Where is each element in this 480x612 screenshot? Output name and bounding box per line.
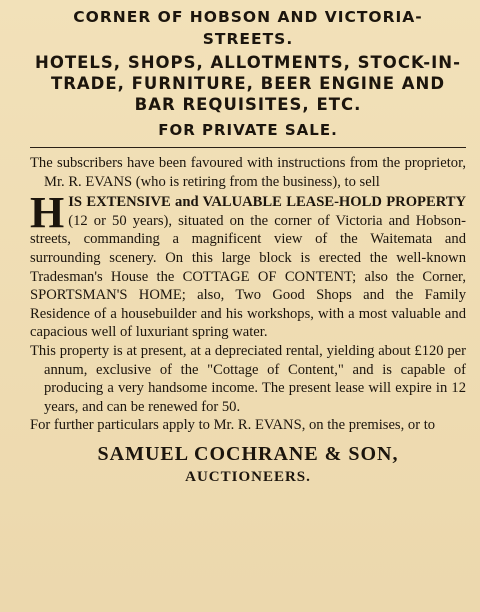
auctioneer-name: SAMUEL COCHRANE & SON, bbox=[97, 442, 399, 465]
intro-paragraph: The subscribers have been favoured with instructions from the proprietor, Mr. R. EVANS (who is retiring from the business), to sell bbox=[30, 155, 466, 190]
drop-cap: H bbox=[30, 188, 65, 238]
property-paragraph bbox=[30, 188, 466, 342]
contact-paragraph: For further particulars apply to Mr. R. EVANS, on the premises, or to bbox=[30, 417, 436, 434]
header-location: CORNER OF HOBSON AND VICTORIA- bbox=[73, 8, 423, 26]
ad-header bbox=[30, 6, 466, 141]
property-description: (12 or 50 years), situated on the corner of Victoria and Hobson-streets, commanding a magnificent view of the Waitemata and surrounding scenery. On this large block is erected the well-known Tradesman's House the COTTAGE OF CONTENT; also the Corner, SPORTSMAN'S HOME; also, Two Good Shops and the Family Residence of a housebuilder and his workshops, with a most valuable and capacious well of luxuriant spring water. bbox=[30, 212, 466, 341]
header-sale-type: FOR PRIVATE SALE. bbox=[158, 121, 338, 139]
ad-body bbox=[30, 154, 466, 435]
lead-bold-text: IS EXTENSIVE and VALUABLE LEASE-HOLD PROPERTY bbox=[68, 194, 466, 211]
signature-block bbox=[30, 441, 466, 487]
rental-paragraph: This property is at present, at a depreciated rental, yielding about £120 per annum, exclusive of the "Cottage of Content," and is capable of producing a very handsome income. The present lease will expire in 12 years, and can be renewed for 50. bbox=[30, 342, 466, 415]
header-items: HOTELS, SHOPS, ALLOTMENTS, STOCK-IN-TRADE, FURNITURE, BEER ENGINE AND BAR REQUISITES, ETC. bbox=[35, 53, 461, 114]
header-location-cont: STREETS. bbox=[202, 30, 294, 48]
auctioneer-title: AUCTIONEERS. bbox=[185, 468, 311, 485]
divider bbox=[30, 147, 466, 148]
